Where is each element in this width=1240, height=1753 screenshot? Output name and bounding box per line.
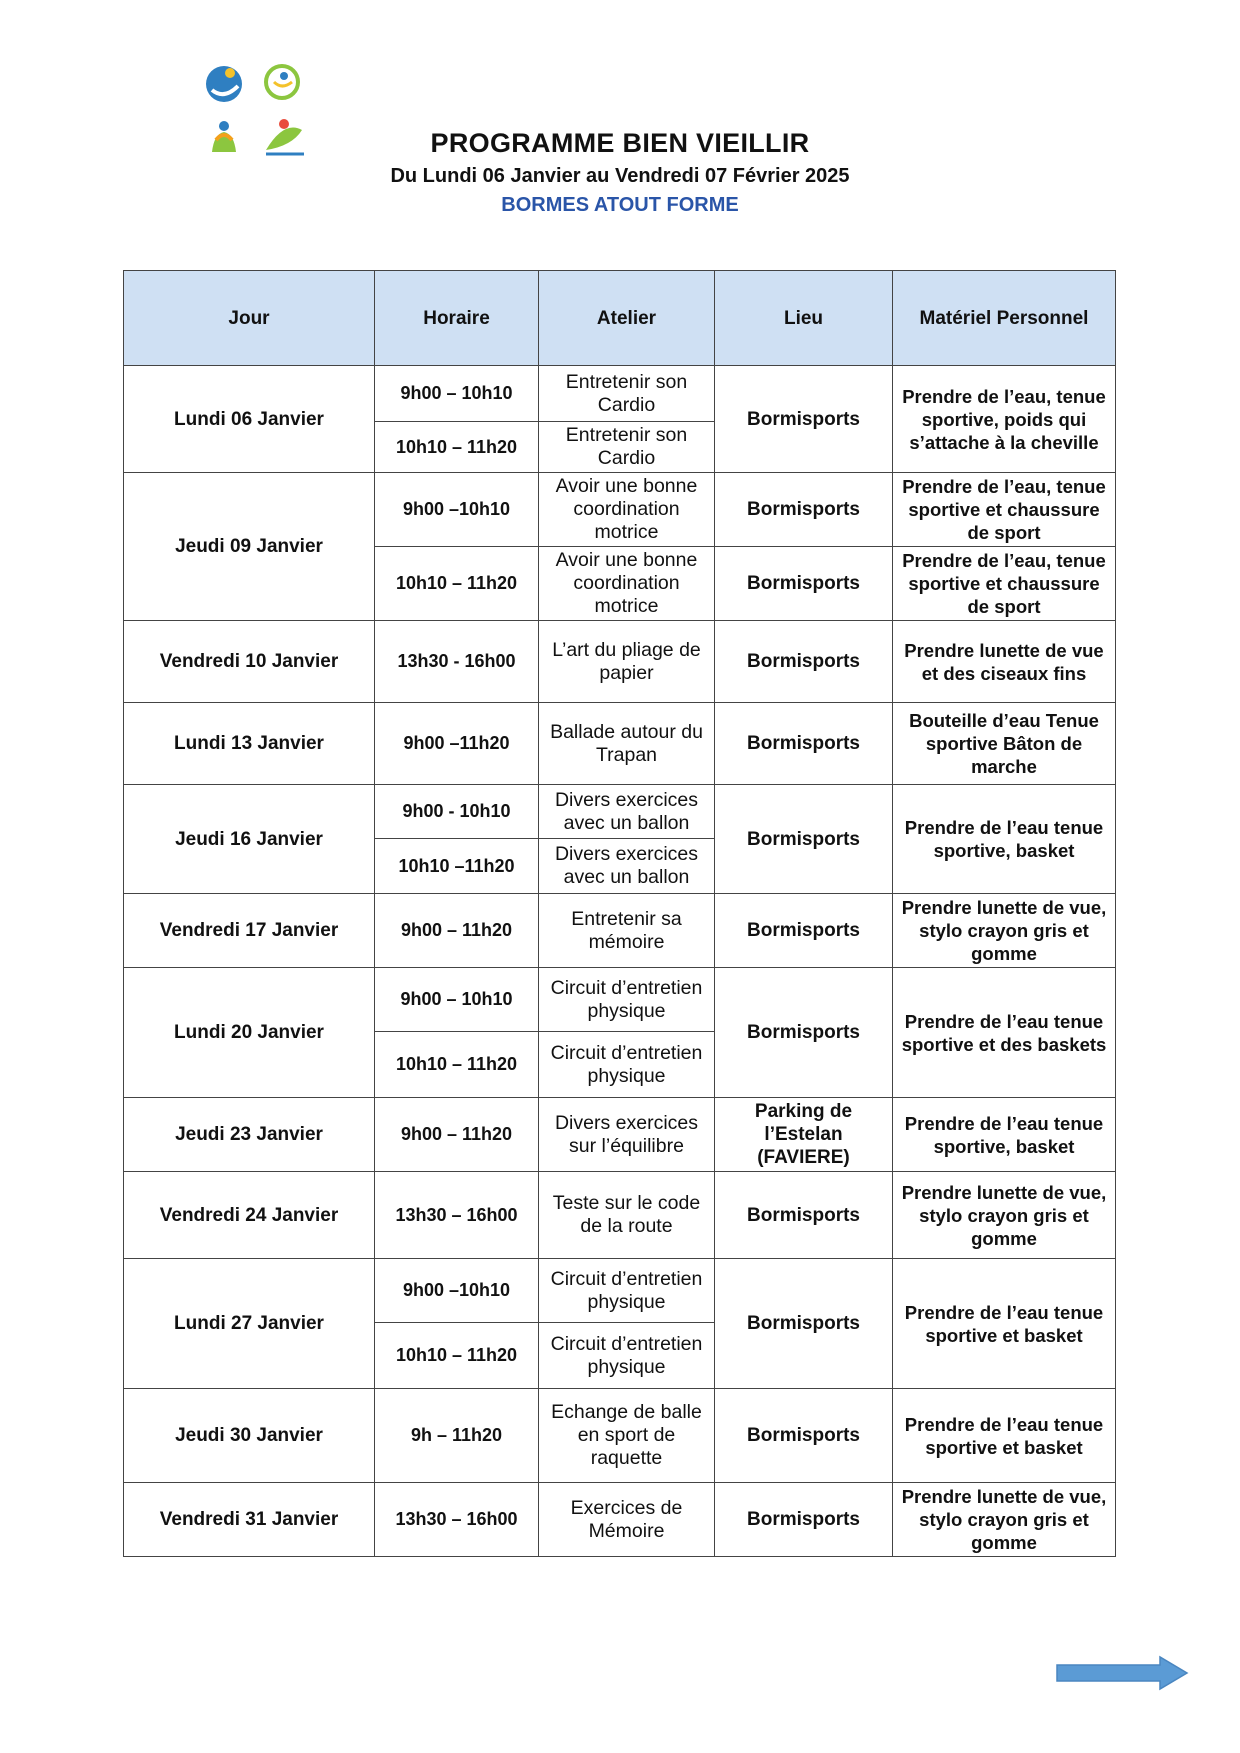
schedule-table — [123, 270, 1116, 1557]
equipment-cell: Prendre de l’eau tenue sportive et des baskets — [893, 968, 1116, 1098]
time-cell: 9h00 – 11h20 — [375, 894, 539, 968]
time-cell: 9h00 – 11h20 — [375, 1098, 539, 1172]
time-cell: 10h10 – 11h20 — [375, 1323, 539, 1389]
equipment-cell: Prendre de l’eau tenue sportive, basket — [893, 1098, 1116, 1172]
equipment-cell: Prendre de l’eau tenue sportive et basket — [893, 1259, 1116, 1389]
workshop-cell: Circuit d’entretien physique — [539, 968, 715, 1032]
workshop-cell: Circuit d’entretien physique — [539, 1259, 715, 1323]
equipment-cell: Prendre de l’eau tenue sportive, basket — [893, 785, 1116, 894]
schedule-body — [124, 366, 1116, 1557]
table-row — [124, 1098, 1116, 1172]
page-title: PROGRAMME BIEN VIEILLIR — [430, 128, 810, 158]
time-cell: 9h00 – 10h10 — [375, 366, 539, 422]
table-row — [124, 1259, 1116, 1323]
table-row — [124, 1172, 1116, 1259]
equipment-cell: Prendre lunette de vue, stylo crayon gris et gomme — [893, 894, 1116, 968]
day-cell: Vendredi 10 Janvier — [124, 621, 375, 703]
day-cell: Jeudi 30 Janvier — [124, 1389, 375, 1483]
title-block — [300, 128, 940, 217]
location-cell: Bormisports — [715, 703, 893, 785]
location-cell: Bormisports — [715, 1172, 893, 1259]
time-cell: 9h – 11h20 — [375, 1389, 539, 1483]
workshop-cell: Entretenir sa mémoire — [539, 894, 715, 968]
logo — [200, 60, 310, 165]
equipment-cell: Bouteille d’eau Tenue sportive Bâton de marche — [893, 703, 1116, 785]
workshop-cell: Circuit d’entretien physique — [539, 1323, 715, 1389]
equipment-cell: Prendre lunette de vue, stylo crayon gris et gomme — [893, 1172, 1116, 1259]
day-cell: Vendredi 31 Janvier — [124, 1483, 375, 1557]
date-range: Du Lundi 06 Janvier au Vendredi 07 Février 2025 — [390, 165, 850, 187]
location-cell: Bormisports — [715, 894, 893, 968]
table-row — [124, 1483, 1116, 1557]
day-cell: Lundi 13 Janvier — [124, 703, 375, 785]
equipment-cell: Prendre lunette de vue et des ciseaux fins — [893, 621, 1116, 703]
workshop-cell: Divers exercices avec un ballon — [539, 839, 715, 894]
workshop-cell: Entretenir son Cardio — [539, 422, 715, 473]
workshop-cell: Avoir une bonne coordination motrice — [539, 547, 715, 621]
location-cell: Bormisports — [715, 366, 893, 473]
time-cell: 13h30 – 16h00 — [375, 1172, 539, 1259]
day-cell: Lundi 20 Janvier — [124, 968, 375, 1098]
table-row — [124, 621, 1116, 703]
header-materiel: Matériel Personnel — [893, 271, 1116, 366]
location-cell: Bormisports — [715, 621, 893, 703]
day-cell: Jeudi 16 Janvier — [124, 785, 375, 894]
time-cell: 9h00 - 10h10 — [375, 785, 539, 839]
location-cell: Bormisports — [715, 968, 893, 1098]
equipment-cell: Prendre lunette de vue, stylo crayon gris et gomme — [893, 1483, 1116, 1557]
time-cell: 10h10 –11h20 — [375, 839, 539, 894]
table-row — [124, 894, 1116, 968]
table-row — [124, 366, 1116, 422]
workshop-cell: Ballade autour du Trapan — [539, 703, 715, 785]
workshop-cell: Echange de balle en sport de raquette — [539, 1389, 715, 1483]
organization-name: BORMES ATOUT FORME — [501, 194, 739, 216]
time-cell: 10h10 – 11h20 — [375, 1032, 539, 1098]
day-cell: Vendredi 17 Janvier — [124, 894, 375, 968]
workshop-cell: Teste sur le code de la route — [539, 1172, 715, 1259]
location-cell: Bormisports — [715, 1389, 893, 1483]
table-row — [124, 473, 1116, 547]
time-cell: 9h00 –11h20 — [375, 703, 539, 785]
logo-figure-leaf — [279, 119, 289, 129]
day-cell: Jeudi 09 Janvier — [124, 473, 375, 621]
time-cell: 9h00 – 10h10 — [375, 968, 539, 1032]
workshop-cell: Entretenir son Cardio — [539, 366, 715, 422]
table-row — [124, 785, 1116, 839]
time-cell: 10h10 – 11h20 — [375, 422, 539, 473]
next-page-arrow-icon — [1055, 1655, 1190, 1691]
location-cell: Bormisports — [715, 473, 893, 547]
table-row — [124, 968, 1116, 1032]
location-cell: Bormisports — [715, 547, 893, 621]
location-cell: Bormisports — [715, 1259, 893, 1389]
logo-figure-person — [219, 121, 229, 131]
table-row — [124, 1389, 1116, 1483]
time-cell: 13h30 – 16h00 — [375, 1483, 539, 1557]
day-cell: Vendredi 24 Janvier — [124, 1172, 375, 1259]
workshop-cell: Divers exercices sur l’équilibre — [539, 1098, 715, 1172]
day-cell: Jeudi 23 Janvier — [124, 1098, 375, 1172]
table-header-row — [124, 271, 1116, 366]
equipment-cell: Prendre de l’eau, tenue sportive, poids qui s’attache à la cheville — [893, 366, 1116, 473]
location-cell: Bormisports — [715, 1483, 893, 1557]
workshop-cell: Circuit d’entretien physique — [539, 1032, 715, 1098]
day-cell: Lundi 27 Janvier — [124, 1259, 375, 1389]
time-cell: 13h30 - 16h00 — [375, 621, 539, 703]
time-cell: 10h10 – 11h20 — [375, 547, 539, 621]
logo-figure-green — [266, 66, 298, 98]
table-row — [124, 703, 1116, 785]
header-horaire: Horaire — [375, 271, 539, 366]
workshop-cell: L’art du pliage de papier — [539, 621, 715, 703]
logo-figure-blue — [206, 66, 242, 102]
time-cell: 9h00 –10h10 — [375, 473, 539, 547]
day-cell: Lundi 06 Janvier — [124, 366, 375, 473]
header-jour: Jour — [124, 271, 375, 366]
workshop-cell: Divers exercices avec un ballon — [539, 785, 715, 839]
header-lieu: Lieu — [715, 271, 893, 366]
workshop-cell: Avoir une bonne coordination motrice — [539, 473, 715, 547]
equipment-cell: Prendre de l’eau tenue sportive et basket — [893, 1389, 1116, 1483]
workshop-cell: Exercices de Mémoire — [539, 1483, 715, 1557]
equipment-cell: Prendre de l’eau, tenue sportive et chaussure de sport — [893, 473, 1116, 547]
time-cell: 9h00 –10h10 — [375, 1259, 539, 1323]
location-cell: Bormisports — [715, 785, 893, 894]
equipment-cell: Prendre de l’eau, tenue sportive et chaussure de sport — [893, 547, 1116, 621]
header-atelier: Atelier — [539, 271, 715, 366]
location-cell: Parking de l’Estelan (FAVIERE) — [715, 1098, 893, 1172]
